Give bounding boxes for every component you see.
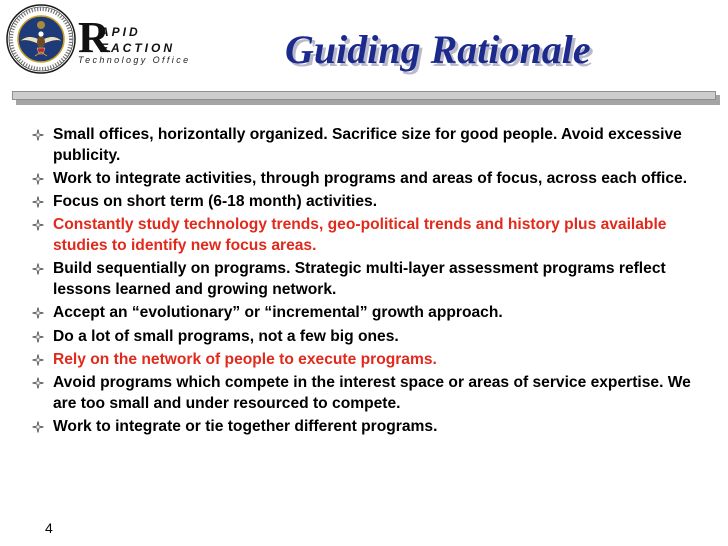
bullet-item	[32, 302, 702, 323]
bullet-text: Work to integrate activities, through programs and areas of focus, across each office.	[53, 170, 688, 188]
title-rule	[12, 91, 716, 100]
four-point-star-icon	[32, 331, 44, 343]
logo-line-2: EACTION	[100, 41, 175, 55]
bullet-text: Build sequentially on programs. Strategic multi-layer assessment programs reflect lessons learned and growing network.	[53, 260, 666, 299]
bullet-text: Do a lot of small programs, not a few big ones.	[53, 327, 399, 345]
logo-line-1: APID	[100, 25, 141, 39]
four-point-star-icon	[32, 129, 44, 141]
slide-title: Guiding Rationale	[285, 27, 591, 72]
bullet-item	[32, 124, 702, 166]
bullet-item	[32, 168, 702, 189]
bullet-text: Small offices, horizontally organized. Sacrifice size for good people. Avoid excessive publicity.	[53, 126, 682, 164]
bullet-item	[32, 191, 702, 212]
bullet-item	[32, 349, 702, 370]
bullet-item	[32, 326, 702, 347]
logo-initial: R	[78, 13, 110, 62]
bullet-item	[32, 258, 702, 300]
bullet-text: Constantly study technology trends, geo-political trends and history plus available studies to identify new focus areas.	[53, 216, 667, 255]
bullet-text: Avoid programs which compete in the interest space or areas of service expertise. We are too small and under resourced to compete.	[53, 373, 691, 412]
four-point-star-icon	[32, 173, 44, 185]
four-point-star-icon	[32, 307, 44, 319]
page-number: 4	[45, 520, 53, 536]
four-point-star-icon	[32, 421, 44, 433]
four-point-star-icon	[32, 263, 44, 275]
bullet-text: Accept an “evolutionary” or “incremental” growth approach.	[53, 304, 503, 322]
bullet-item	[32, 416, 702, 437]
four-point-star-icon	[32, 196, 44, 208]
bullet-list	[32, 124, 702, 439]
rapid-reaction-logo	[78, 13, 208, 70]
bullet-text: Focus on short term (6-18 month) activities.	[53, 193, 378, 211]
bullet-item	[32, 214, 702, 256]
bullet-text: Work to integrate or tie together different programs.	[53, 417, 438, 435]
logo-subtitle: Technology Office	[78, 55, 191, 65]
bullet-item	[32, 372, 702, 414]
department-of-defense-seal-icon	[6, 4, 76, 74]
four-point-star-icon	[32, 377, 44, 389]
bullet-text: Rely on the network of people to execute programs.	[53, 350, 437, 368]
four-point-star-icon	[32, 354, 44, 366]
four-point-star-icon	[32, 219, 44, 231]
